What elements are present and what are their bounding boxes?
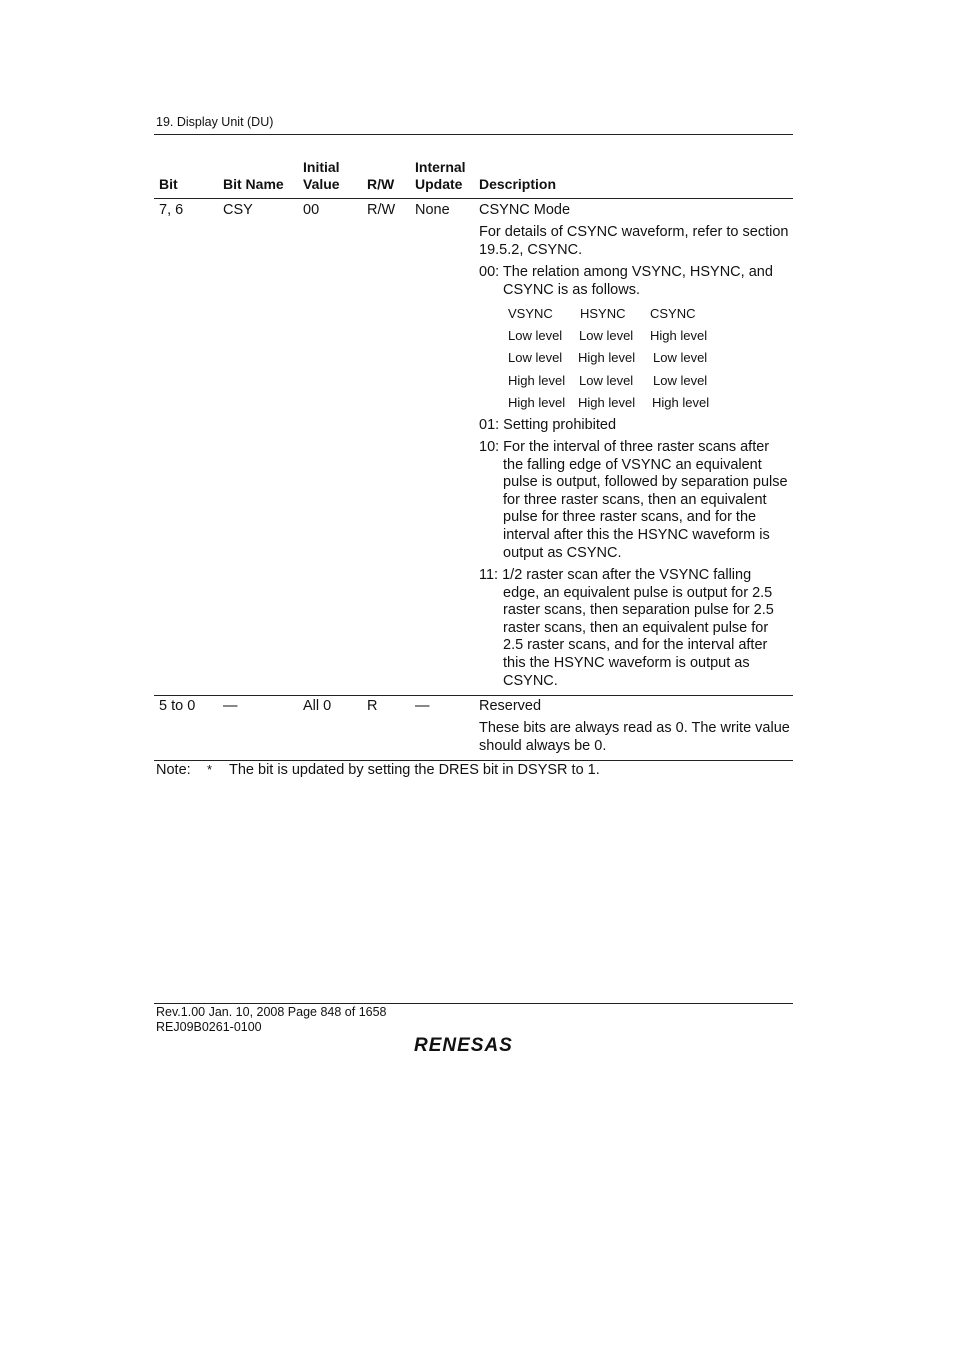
row-description-detail: For details of CSYNC waveform, refer to section 19.5.2, CSYNC.: [479, 224, 789, 258]
sub-cell: Low level: [653, 350, 708, 365]
option-00: 00: The relation among VSYNC, HSYNC, and CSYNC is as follows.: [479, 264, 773, 298]
col-internal-line2: Update: [415, 176, 463, 192]
col-initial-line1: Initial: [303, 159, 340, 175]
sub-header-csync: CSYNC: [650, 306, 696, 321]
row-internal-update: —: [415, 698, 430, 714]
sub-cell: Low level: [508, 350, 563, 365]
sub-header-hsync: HSYNC: [580, 306, 626, 321]
sub-header-vsync: VSYNC: [508, 306, 553, 321]
header-rule: [154, 134, 793, 135]
note-asterisk: *: [207, 762, 213, 777]
row-bit-name: —: [223, 698, 238, 714]
section-header: 19. Display Unit (DU): [156, 115, 274, 129]
sub-cell: High level: [508, 373, 566, 388]
row-description-title: Reserved: [479, 698, 542, 714]
table-header-rule: [154, 198, 793, 199]
row-rw: R/W: [367, 202, 396, 218]
sub-cell: High level: [578, 350, 636, 365]
row-separator: [154, 695, 793, 696]
row-initial-value: 00: [303, 202, 320, 218]
table-bottom-rule: [154, 760, 793, 761]
option-10: 10: For the interval of three raster scans after the falling edge of VSYNC an equivalent pulse is output, followed by separation pulse for three raster scans, then an equivalent pulse for three raster scans, and for the interval after this the HSYNC waveform is output as CSYNC.: [479, 439, 788, 561]
note-label: Note:: [156, 762, 191, 778]
renesas-logo: [412, 1030, 536, 1061]
sub-cell: High level: [652, 395, 710, 410]
option-11: 11: 1/2 raster scan after the VSYNC falling edge, an equivalent pulse is output for 2.5 raster scans, then separation pulse for 2.5 raster scans, then an equivalent pulse for 2.5 raster scans, and for the interval after this the HSYNC waveform is output as CSYNC.: [479, 567, 774, 689]
col-description: Description: [479, 176, 557, 192]
note-text: The bit is updated by setting the DRES bit in DSYSR to 1.: [229, 762, 600, 778]
row-internal-update: None: [415, 202, 450, 218]
footer-rule: [154, 1003, 793, 1004]
row-initial-value: All 0: [303, 698, 332, 714]
row-description-detail: These bits are always read as 0. The write value should always be 0.: [479, 720, 790, 754]
col-initial-line2: Value: [303, 176, 340, 192]
sub-cell: High level: [578, 395, 636, 410]
option-01: 01: Setting prohibited: [479, 417, 617, 433]
row-bit: 7, 6: [159, 202, 184, 218]
footer-doc-number: REJ09B0261-0100: [156, 1020, 262, 1034]
svg-text:RENESAS: RENESAS: [414, 1035, 513, 1056]
sub-cell: High level: [508, 395, 566, 410]
row-description-title: CSYNC Mode: [479, 202, 571, 218]
footer-revision: Rev.1.00 Jan. 10, 2008 Page 848 of 1658: [156, 1005, 387, 1019]
row-bit-name: CSY: [223, 202, 253, 218]
col-bit: Bit: [159, 176, 178, 192]
sub-cell: Low level: [653, 373, 708, 388]
sub-cell: High level: [650, 328, 708, 343]
row-bit: 5 to 0: [159, 698, 196, 714]
sub-cell: Low level: [579, 328, 634, 343]
row-rw: R: [367, 698, 378, 714]
sub-cell: Low level: [508, 328, 563, 343]
sub-cell: Low level: [579, 373, 634, 388]
col-rw: R/W: [367, 176, 395, 192]
col-bit-name: Bit Name: [223, 176, 284, 192]
col-internal-line1: Internal: [415, 159, 466, 175]
renesas-logo-icon: [412, 1030, 536, 1056]
